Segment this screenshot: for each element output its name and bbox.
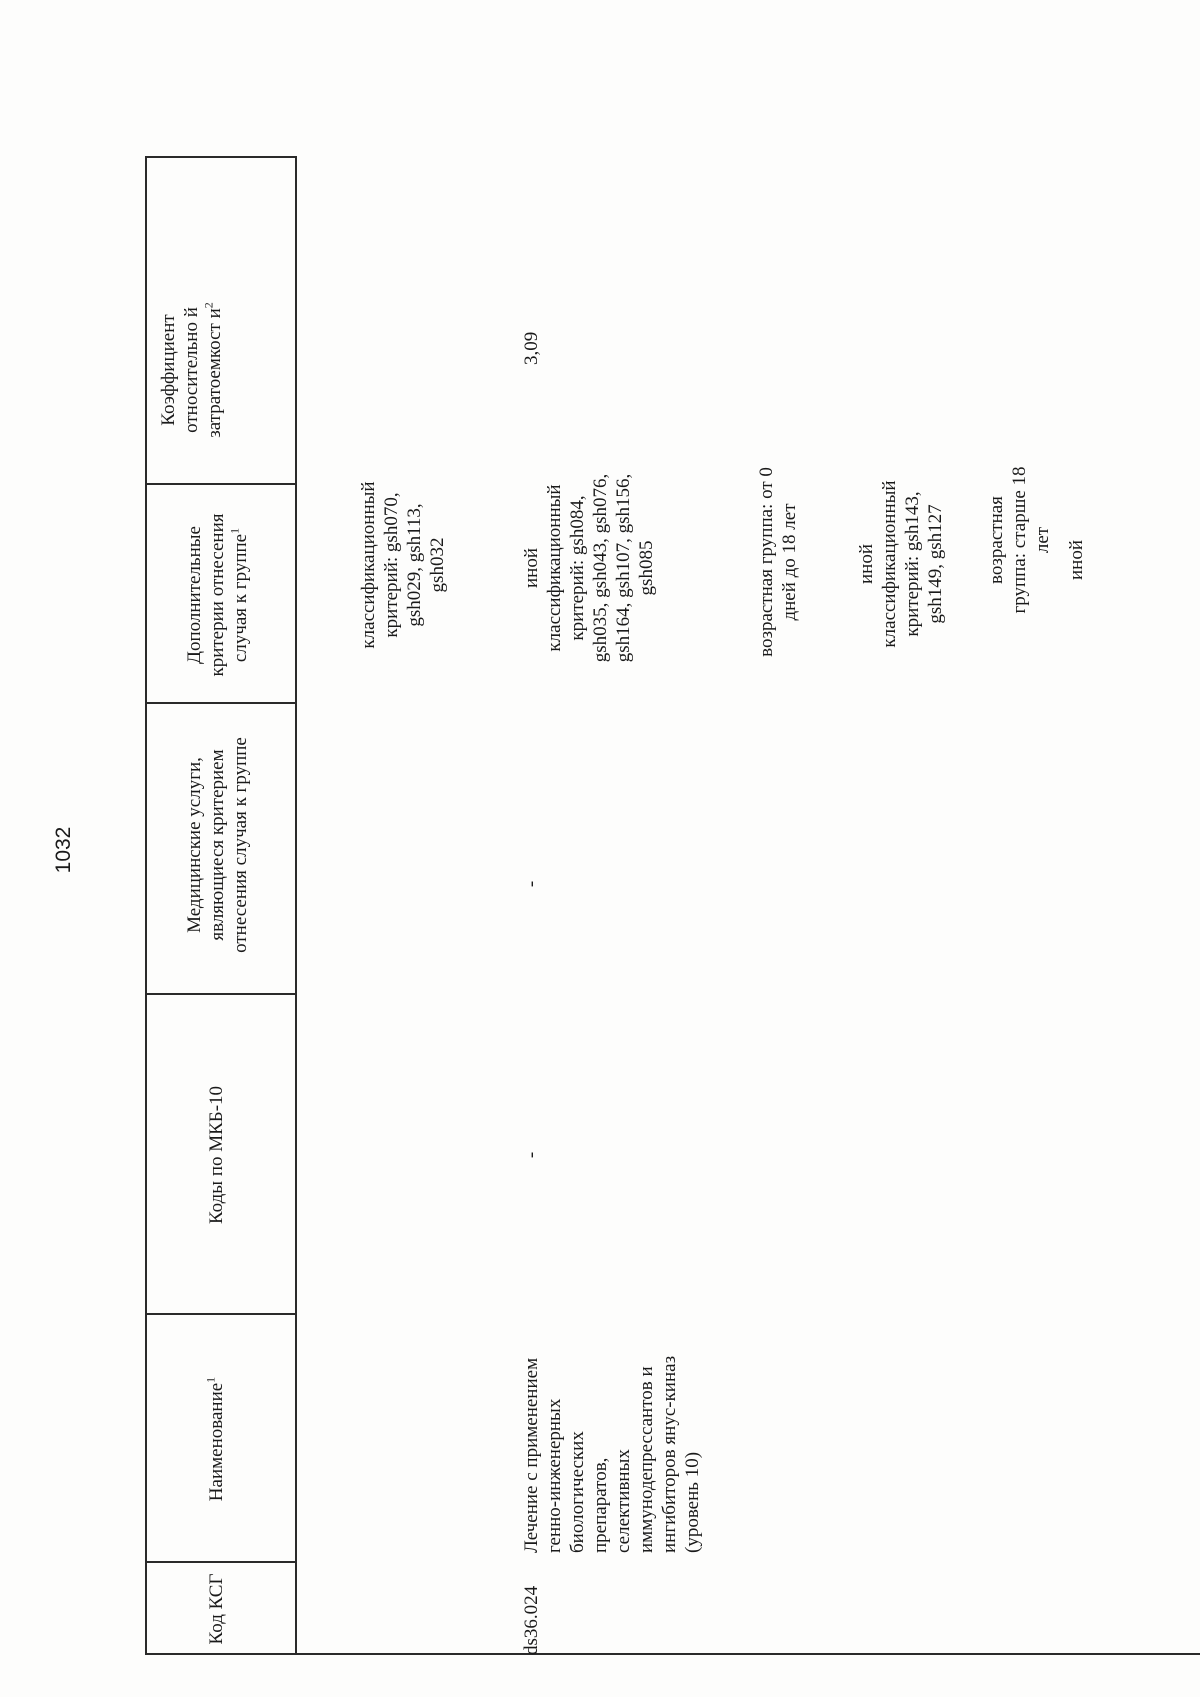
header-name-text: Наименование [206, 1382, 227, 1502]
header-name [205, 1315, 228, 1563]
header-coef [157, 295, 226, 445]
row-1-extra-2: возрастная группа: от 0 дней до 18 лет [756, 467, 800, 657]
header-top-rule [145, 158, 147, 1655]
rotated-table [115, 110, 1143, 1655]
header-name-footnote: 1 [203, 1376, 218, 1383]
header-extra-footnote: 1 [227, 527, 242, 534]
header-services: Медицинские услуги, являющиеся критерием отнесения случая к группе [184, 737, 251, 953]
header-icd: Коды по МКБ-10 [206, 1085, 227, 1225]
header-coef-text: Коэффициент относительно й затратоемкост и [158, 307, 225, 438]
row-1-extra-4: возрастная группа: старше 18 лет [986, 466, 1053, 614]
row-1-icd: - [521, 1151, 542, 1159]
row-1-name: Лечение с применением генно-инженерных биологических препаратов, селективных иммунодепрессантов и ингибиторов янус-киназ (уровень 10) [521, 1355, 703, 1553]
header-coef-footnote: 2 [201, 302, 216, 309]
row-1-extra-3: иной классификационный критерий: gsh143, gsh149, gsh127 [856, 480, 946, 648]
row-1-coef: 3,09 [521, 331, 542, 365]
header-extra-text: Дополнительные критерии отнесения случая к группе [184, 513, 251, 677]
row-0-extra: классификационный критерий: gsh070, gsh029, gsh113, gsh032 [358, 481, 448, 649]
page-number: 1032 [52, 826, 75, 874]
row-1-services: - [521, 880, 542, 888]
row-1-extra-5: иной [1066, 540, 1087, 581]
header-extra [183, 495, 252, 695]
row-1-extra-1: иной классификационный критерий: gsh084, gsh035, gsh043, gsh076, gsh164, gsh107, gsh156, gsh085 [521, 473, 657, 663]
row-1-code: ds36.024 [521, 1585, 542, 1655]
header-code: Код КСГ [206, 1573, 227, 1645]
header-bottom-rule [295, 158, 297, 1655]
